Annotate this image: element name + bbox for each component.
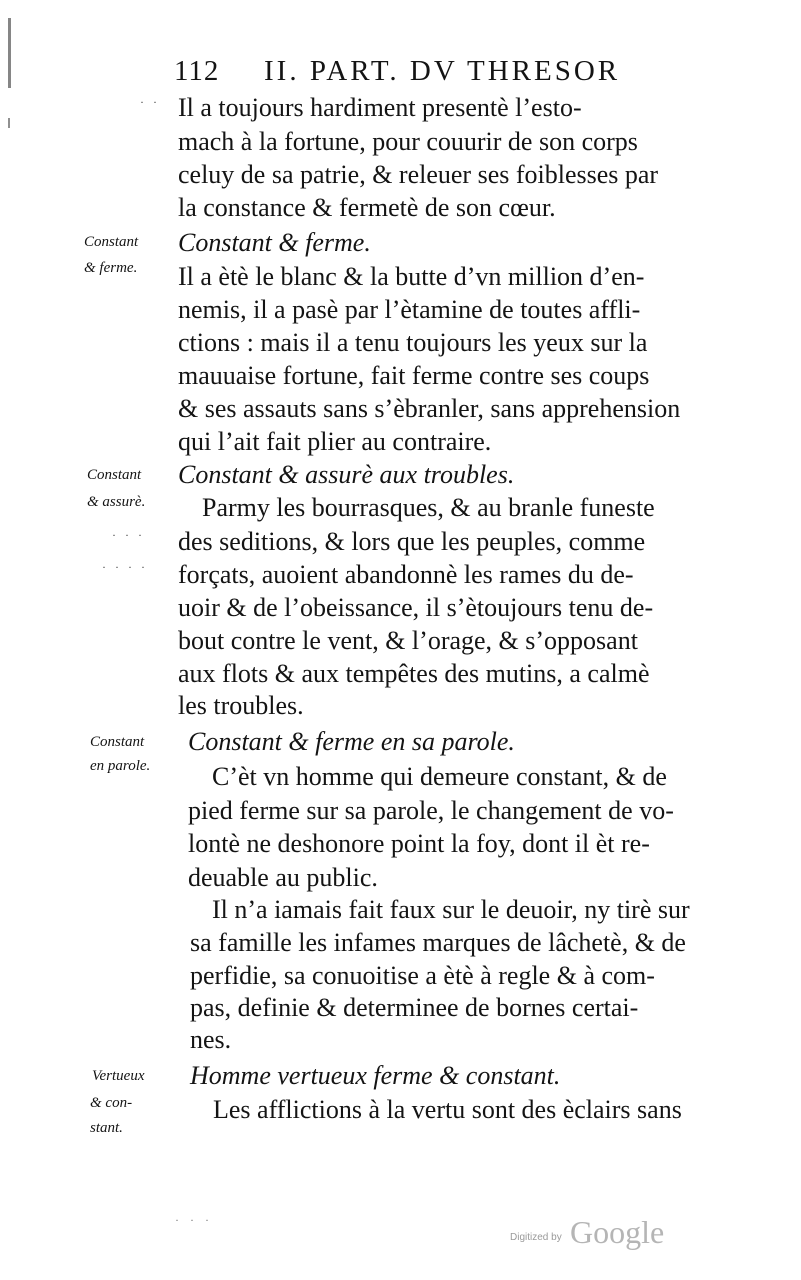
text-line: uoir & de l’obeissance, il s’ètoujours tenu de- (178, 593, 654, 622)
text-line: les troubles. (178, 691, 304, 720)
text-line: perfidie, sa conuoitise a ètè à regle & à com- (190, 961, 655, 990)
ink-speck: · · (140, 95, 160, 109)
text-line: la constance & fermetè de son cœur. (178, 193, 556, 222)
text-line: pied ferme sur sa parole, le changement de vo- (188, 796, 674, 825)
text-line: Les afflictions à la vertu sont des èclairs sans (213, 1095, 682, 1124)
margin-note: stant. (90, 1120, 123, 1136)
margin-note: & ferme. (84, 260, 138, 276)
margin-note: Constant (84, 234, 139, 250)
running-title: II. PART. DV THRESOR (264, 55, 621, 87)
text-line: Parmy les bourrasques, & au branle funeste (202, 493, 655, 522)
ink-speck: · · · · (102, 560, 148, 574)
margin-note: Constant (87, 467, 142, 483)
text-line: pas, definie & determinee de bornes certai- (190, 993, 639, 1022)
digitized-label: Digitized by (510, 1232, 562, 1243)
text-line: ctions : mais il a tenu toujours les yeux sur la (178, 328, 648, 357)
text-line: & ses assauts sans s’èbranler, sans apprehension (178, 394, 681, 423)
section-heading: Constant & ferme. (178, 228, 371, 257)
google-watermark (510, 1210, 670, 1260)
text-line: qui l’ait fait plier au contraire. (178, 427, 492, 456)
text-line: deuable au public. (188, 863, 378, 892)
section-heading: Constant & assurè aux troubles. (178, 460, 515, 489)
running-head (170, 55, 650, 95)
ink-speck: · · · (175, 1213, 213, 1227)
text-line: nes. (190, 1025, 232, 1054)
section-heading: Constant & ferme en sa parole. (188, 727, 515, 756)
spine-shadow (8, 18, 11, 88)
text-line: mauuaise fortune, fait ferme contre ses coups (178, 361, 650, 390)
page-number: 112 (174, 55, 220, 87)
margin-note: & assurè. (87, 494, 146, 510)
text-line: Il n’a iamais fait faux sur le deuoir, ny tirè sur (212, 895, 690, 924)
text-line: aux flots & aux tempêtes des mutins, a calmè (178, 659, 650, 688)
margin-note: Vertueux (92, 1068, 145, 1084)
text-line: Il a ètè le blanc & la butte d’vn million d’en- (178, 262, 645, 291)
text-line: des seditions, & lors que les peuples, comme (178, 527, 646, 556)
text-line: mach à la fortune, pour couurir de son corps (178, 127, 638, 156)
text-line: lontè ne deshonore point la foy, dont il èt re- (188, 829, 650, 858)
text-line: Il a toujours hardiment presentè l’esto- (178, 93, 582, 122)
google-logo: Google (570, 1214, 665, 1250)
margin-note: Constant (90, 734, 145, 750)
margin-note: & con- (90, 1095, 133, 1111)
spine-shadow-small (8, 118, 10, 128)
margin-note: en parole. (90, 758, 151, 774)
text-line: forçats, auoient abandonnè les rames du de- (178, 560, 634, 589)
text-line: C’èt vn homme qui demeure constant, & de (212, 762, 667, 791)
text-line: nemis, il a pasè par l’ètamine de toutes affli- (178, 295, 641, 324)
text-line: sa famille les infames marques de lâchetè, & de (190, 928, 686, 957)
text-line: bout contre le vent, & l’orage, & s’opposant (178, 626, 638, 655)
text-line: celuy de sa patrie, & releuer ses foiblesses par (178, 160, 659, 189)
ink-speck: · · · (112, 528, 145, 542)
section-heading: Homme vertueux ferme & constant. (190, 1061, 561, 1090)
